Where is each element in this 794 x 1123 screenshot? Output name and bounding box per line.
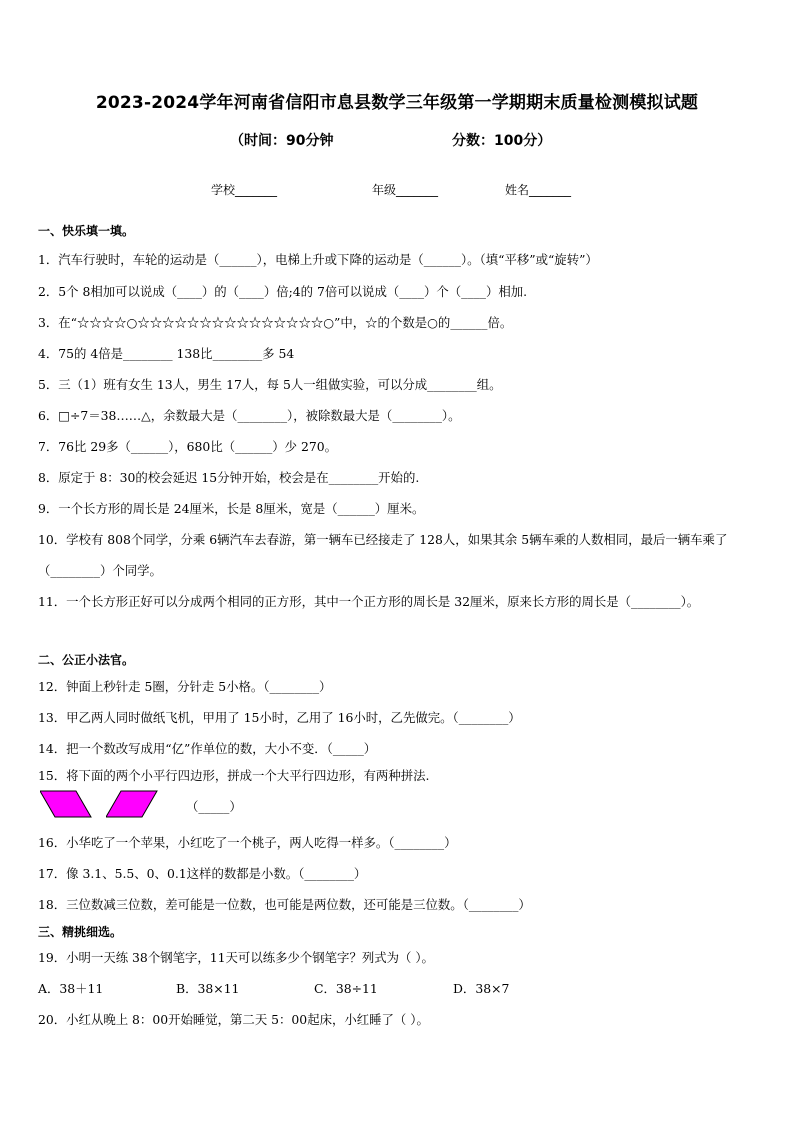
question-16: 16．小华吃了一个苹果，小红吃了一个桃子，两人吃得一样多。（________） [38,835,457,850]
section-1-heading: 一、快乐填一填。 [38,224,135,238]
question-10: 10．学校有 808个同学，分乘 6辆汽车去春游，第一辆车已经接走了 128人，如果其余 5辆车乘的人数相同，最后一辆车乘了（________）个同学。 [38,532,728,578]
question-3: 3．在“☆☆☆☆○☆☆☆☆☆☆☆☆☆☆☆☆☆☆☆○”中，☆的个数是○的______倍。 [38,315,513,330]
question-15-blank: （_____） [186,799,242,814]
name-field: 姓名_______ [505,183,572,197]
question-8: 8．原定于 8：30的校会延迟 15分钟开始，校会是在________开始的. [38,470,420,485]
grade-field: 年级_______ [372,183,439,197]
question-1: 1．汽车行驶时，车轮的运动是（______），电梯上升或下降的运动是（______）。（填“平移”或“旋转”） [38,252,598,267]
section-2-heading: 二、公正小法官。 [38,653,135,667]
option-c: C．38÷11 [314,981,378,996]
question-9: 9．一个长方形的周长是 24厘米，长是 8厘米，宽是（______）厘米。 [38,501,425,516]
parallelogram-left [40,790,92,818]
page-title: 2023-2024学年河南省信阳市息县数学三年级第一学期期末质量检测模拟试题 [95,93,699,113]
question-6: 6．□÷7＝38……△，余数最大是（________），被除数最大是（________）。 [38,408,461,423]
parallelogram-right [106,790,158,818]
question-13: 13．甲乙两人同时做纸飞机，甲用了 15小时，乙用了 16小时，乙先做完。（________） [38,710,521,725]
question-20: 20．小红从晚上 8：00开始睡觉，第二天 5：00起床，小红睡了（ ）。 [38,1012,429,1027]
section-3-heading: 三、精挑细选。 [38,925,123,939]
option-a: A．38＋11 [38,981,104,996]
option-d: D．38×7 [453,981,510,996]
school-field: 学校_______ [211,183,278,197]
question-18: 18．三位数减三位数，差可能是一位数，也可能是两位数，还可能是三位数。（________） [38,897,531,912]
question-7: 7．76比 29多（______），680比（______）少 270。 [38,439,338,454]
question-4: 4．75的 4倍是________ 138比________多 54 [38,346,295,361]
question-5: 5．三（1）班有女生 13人，男生 17人，每 5人一组做实验，可以分成________组。 [38,377,502,392]
question-2: 2．5个 8相加可以说成（____）的（____）倍;4的 7倍可以说成（____）个（____）相加. [38,284,528,299]
question-15: 15．将下面的两个小平行四边形，拼成一个大平行四边形，有两种拼法. [38,768,430,783]
total-score: 分数：100分） [452,133,552,149]
question-17: 17．像 3.1、5.5、0、0.1这样的数都是小数。（________） [38,866,367,881]
question-12: 12．钟面上秒针走 5圈，分针走 5小格。（________） [38,679,332,694]
question-11: 11．一个长方形正好可以分成两个相同的正方形，其中一个正方形的周长是 32厘米，原来长方形的周长是（________）。 [38,594,700,609]
question-19: 19．小明一天练 38个钢笔字，11天可以练多少个钢笔字？列式为（ ）。 [38,950,434,965]
time-limit: （时间：90分钟 [230,133,334,149]
option-b: B．38×11 [176,981,240,996]
question-14: 14．把一个数改写成用“亿”作单位的数，大小不变．（_____） [38,741,377,756]
